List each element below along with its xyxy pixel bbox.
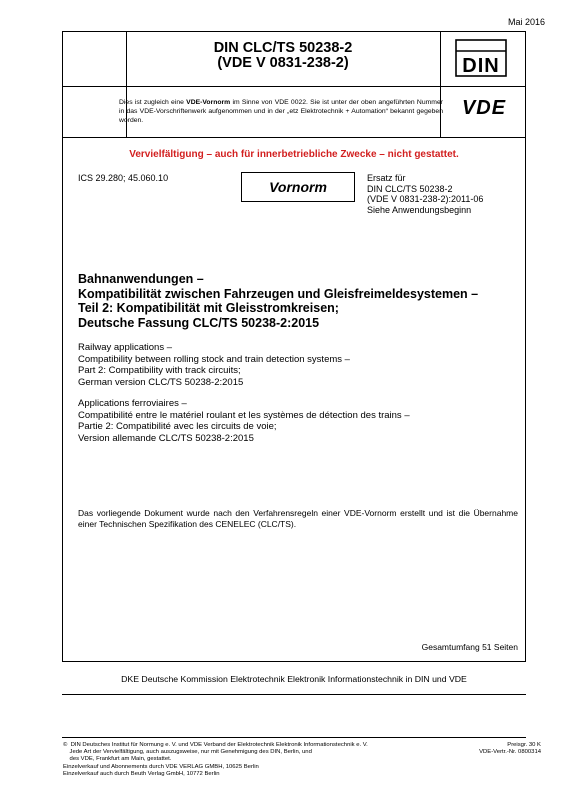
replacement-line: Siehe Anwendungsbeginn: [367, 204, 472, 215]
french-title: [78, 398, 518, 444]
vde-order-number: VDE-Vertr.-Nr. 0800314: [479, 749, 541, 756]
french-title-line: Version allemande CLC/TS 50238-2:2015: [78, 432, 254, 444]
vde-logo: [452, 96, 516, 118]
german-title-line: Bahnanwendungen –: [78, 272, 204, 286]
french-title-line: Applications ferroviaires –: [78, 398, 187, 409]
divider-note: [62, 137, 526, 138]
vde-number: (VDE V 0831-238-2): [217, 55, 349, 71]
replacement-line: DIN CLC/TS 50238-2: [367, 183, 453, 194]
svg-text:DIN: DIN: [462, 55, 500, 77]
price-group: Preisgr. 30 K: [507, 742, 541, 748]
german-title-line: Kompatibilität zwischen Fahrzeugen und Gleisfreimeldesystemen –: [78, 286, 479, 301]
footer-line: Einzelverkauf auch durch Beuth Verlag GmbH, 10772 Berlin: [63, 770, 220, 777]
blank-frame: [62, 694, 526, 738]
svg-text:VDE: VDE: [461, 97, 507, 118]
footer-line: des VDE, Frankfurt am Main, gestattet.: [63, 756, 172, 763]
english-title: [78, 342, 518, 388]
footer-line: Einzelverkauf und Abonnements durch VDE VERLAG GMBH, 10625 Berlin: [63, 763, 259, 770]
publication-date: Mai 2016: [507, 17, 545, 27]
vde-note-suffix: im Sinne von VDE 0022. Sie ist unter der oben angeführten Nummer in das VDE-Vorschriftenwerk aufgenommen und in der „etz Elektrotechnik + Automation“ bekannt gegeben worden.: [119, 99, 443, 124]
replacement-line: (VDE V 0831-238-2):2011-06: [367, 194, 484, 204]
footer-line: Jede Art der Vervielfältigung, auch auszugsweise, nur mit Genehmigung des DIN, Berlin, und: [63, 749, 312, 756]
total-pages: Gesamtumfang 51 Seiten: [421, 642, 518, 652]
ics-classification: ICS 29.280; 45.060.10: [78, 173, 169, 183]
replacement-info: [367, 173, 517, 215]
english-title-line: Railway applications –: [78, 342, 172, 353]
replacement-line: Ersatz für: [367, 173, 406, 183]
din-logo: [452, 38, 510, 78]
english-title-line: German version CLC/TS 50238-2:2015: [78, 376, 244, 388]
english-title-line: Compatibility between rolling stock and train detection systems –: [78, 353, 350, 365]
vde-note-bold: VDE-Vornorm: [186, 99, 231, 106]
divider-title: [62, 86, 526, 87]
committee-name: DKE Deutsche Kommission Elektrotechnik Elektronik Informationstechnik in DIN und VDE: [121, 674, 467, 684]
vornorm-badge: Vornorm: [241, 172, 355, 202]
english-title-line: Part 2: Compatibility with track circuits;: [78, 365, 241, 376]
standard-title-block: [127, 41, 439, 71]
german-title-line: Teil 2: Kompatibilität mit Gleisstromkreisen;: [78, 301, 339, 315]
french-title-line: Compatibilité entre le matériel roulant et les systèmes de détection des trains –: [78, 409, 410, 421]
price-info: [479, 742, 541, 756]
vde-note-prefix: Dies ist zugleich eine: [119, 99, 187, 106]
procedure-remark: Das vorliegende Dokument wurde nach den Verfahrensregeln einer VDE-Vornorm erstellt und ist die Übernahme einer Technischen Spezifikation des CENELEC (CLC/TS).: [78, 508, 518, 529]
german-title-line: Deutsche Fassung CLC/TS 50238-2:2015: [78, 315, 320, 330]
copyright-notice: [63, 742, 443, 778]
standard-number: DIN CLC/TS 50238-2: [213, 40, 353, 56]
vde-note: [119, 98, 443, 125]
footer-line: © DIN Deutsches Institut für Normung e. V. und VDE Verband der Elektrotechnik Elektronik Informationstechnik e. V.: [63, 742, 368, 748]
german-title: [78, 272, 518, 330]
french-title-line: Partie 2: Compatibilité avec les circuits de voie;: [78, 421, 277, 432]
reproduction-warning: Vervielfältigung – auch für innerbetriebliche Zwecke – nicht gestattet.: [129, 149, 459, 160]
